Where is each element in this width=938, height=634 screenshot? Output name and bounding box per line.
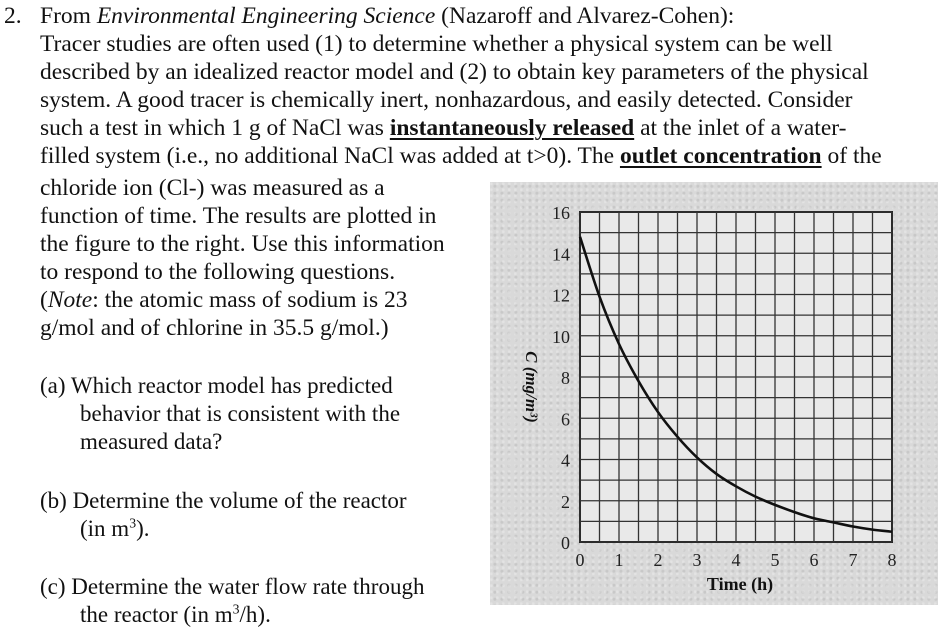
question-b-line-1: (b) Determine the volume of the reactor [40,488,407,513]
emphasis-instantaneously-released: instantaneously released [389,115,635,141]
y-tick-labels [552,203,570,553]
intro-line-7: chloride ion (Cl-) was measured as a [40,175,385,201]
x-tick-label: 3 [692,550,702,570]
question-a-line-3: measured data? [80,429,223,454]
question-b-line-2: (in $m^3$). [80,515,150,541]
intro-line-6: filled system (i.e., no additional NaCl was added at t>0). The outlet concentration of the [40,143,882,169]
question-c-line-2: the reactor (in $m^3/h$). [80,601,271,627]
question-a-line-1: (a) Which reactor model has predicted [40,373,393,398]
question-b [40,487,407,543]
x-tick-label: 2 [653,550,663,570]
question-c [40,573,424,629]
y-tick-label: 4 [561,450,570,471]
chart-svg [490,182,938,605]
y-tick-label: 2 [561,491,570,512]
y-axis-label: C (mg/m³) [522,351,541,423]
x-tick-label: 6 [809,550,819,570]
x-tick-labels [576,550,897,570]
x-tick-label: 7 [848,550,858,570]
intro-continued [40,174,490,342]
intro-line-11: (Note: the atomic mass of sodium is 23 [40,287,408,313]
y-tick-label: 14 [552,244,570,265]
y-tick-label: 8 [561,368,570,388]
intro-line-9: the figure to the right. Use this information [40,231,445,257]
intro-line-1: From Environmental Engineering Science (Nazaroff and Alvarez-Cohen): [40,3,735,29]
intro-line-8: function of time. The results are plotted in [40,203,437,229]
problem-number: 2. [4,3,22,29]
question-a [40,372,400,456]
chart-grid [580,212,892,542]
question-c-line-1: (c) Determine the water flow rate through [40,574,425,599]
x-tick-label: 4 [731,550,741,570]
intro-line-4: system. A good tracer is chemically inert, nonhazardous, and easily detected. Consider [40,87,853,113]
question-a-line-2: behavior that is consistent with the [80,401,401,426]
x-tick-label: 8 [887,550,897,570]
emphasis-outlet-concentration: outlet concentration [619,143,822,169]
x-tick-label: 5 [770,550,780,570]
y-tick-label: 0 [561,533,570,553]
problem-intro [40,2,938,170]
intro-line-10: to respond to the following questions. [40,259,396,285]
x-tick-label: 0 [575,550,585,570]
intro-line-2: Tracer studies are often used (1) to determine whether a physical system can be well [40,31,833,57]
x-axis-label: Time (h) [706,574,774,594]
y-tick-label: 6 [561,409,570,430]
note-label: Note [47,287,93,313]
y-tick-label: 10 [552,326,570,347]
intro-line-3: described by an idealized reactor model and (2) to obtain key parameters of the physical [40,59,869,85]
book-title: Environmental Engineering Science [96,3,436,29]
concentration-chart [490,182,938,605]
intro-line-12: g/mol and of chlorine in 35.5 g/mol.) [40,315,389,341]
x-tick-label: 1 [614,550,624,570]
y-tick-label: 16 [552,203,570,223]
intro-line-5: such a test in which 1 g of NaCl was instantaneously released at the inlet of a water- [40,115,847,141]
y-tick-label: 12 [552,285,570,306]
